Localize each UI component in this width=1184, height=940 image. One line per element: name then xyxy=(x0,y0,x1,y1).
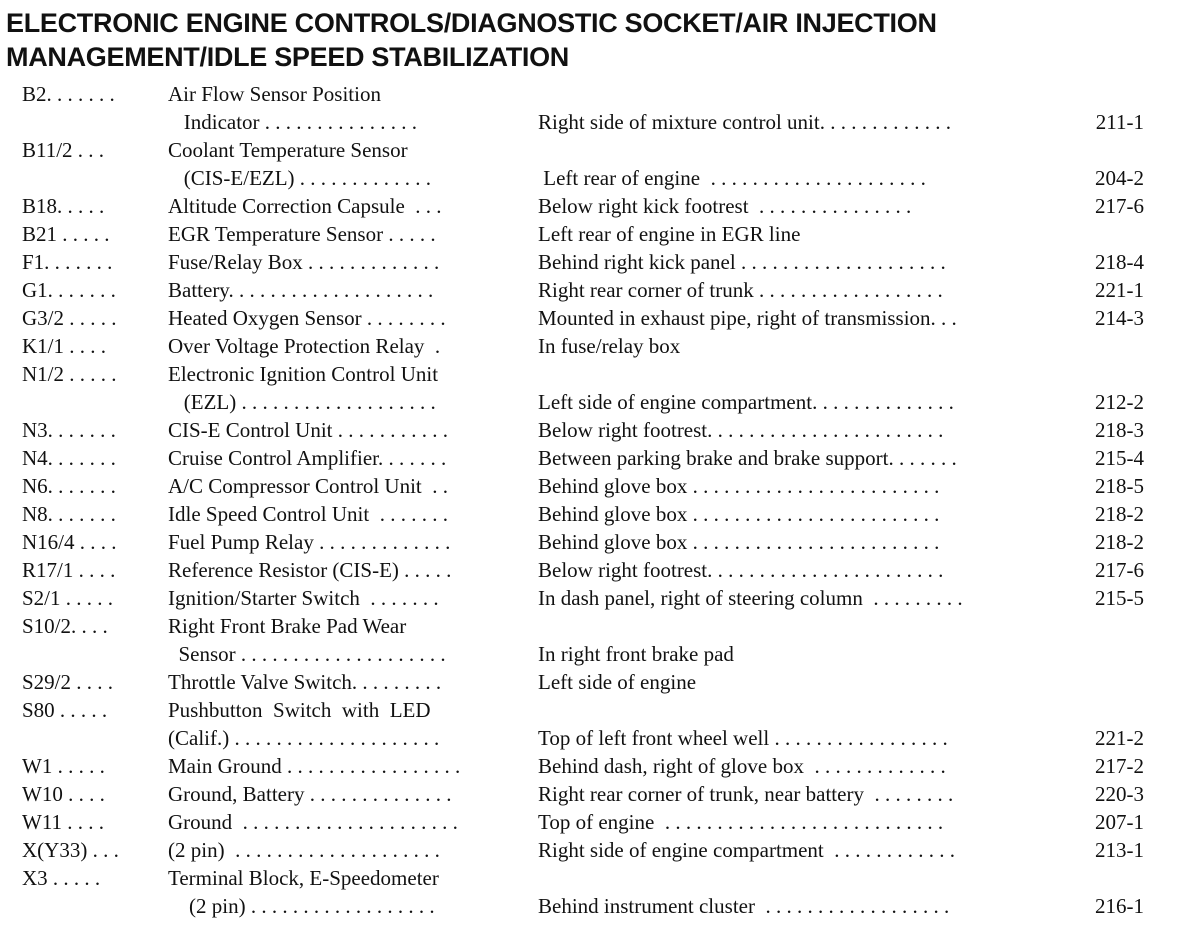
figure-reference: 218-5 xyxy=(1095,474,1144,498)
component-name-line-2: Indicator . . . . . . . . . . . . . . . xyxy=(168,110,418,134)
component-location: Between parking brake and brake support. . . . . . . xyxy=(538,446,957,470)
component-code: W1 . . . . . xyxy=(22,754,105,778)
component-code: X3 . . . . . xyxy=(22,866,101,890)
table-row xyxy=(0,668,1184,696)
table-row xyxy=(0,836,1184,864)
component-name-line-1: A/C Compressor Control Unit . . xyxy=(168,474,449,498)
figure-reference: 215-4 xyxy=(1095,446,1144,470)
figure-reference: 218-2 xyxy=(1095,530,1144,554)
component-name-line-1: Altitude Correction Capsule . . . xyxy=(168,194,442,218)
figure-reference: 207-1 xyxy=(1095,810,1144,834)
table-row xyxy=(0,472,1184,500)
component-name xyxy=(168,696,508,752)
table-row xyxy=(0,220,1184,248)
component-code: N4. . . . . . . xyxy=(22,446,116,470)
component-location: Behind right kick panel . . . . . . . . . . . . . . . . . . . . xyxy=(538,250,946,274)
component-name-line-1: EGR Temperature Sensor . . . . . xyxy=(168,222,436,246)
component-code: S80 . . . . . xyxy=(22,698,108,722)
component-name-line-1: Idle Speed Control Unit . . . . . . . xyxy=(168,502,448,526)
table-row xyxy=(0,304,1184,332)
figure-reference: 218-3 xyxy=(1095,418,1144,442)
component-location: Right side of engine compartment . . . . . . . . . . . . xyxy=(538,838,956,862)
component-code: S2/1 . . . . . xyxy=(22,586,114,610)
figure-reference: 220-3 xyxy=(1095,782,1144,806)
table-row xyxy=(0,780,1184,808)
component-name-line-1: Reference Resistor (CIS-E) . . . . . xyxy=(168,558,452,582)
component-name-line-2: Sensor . . . . . . . . . . . . . . . . . . . . xyxy=(168,642,446,666)
figure-reference: 217-6 xyxy=(1095,558,1144,582)
component-name xyxy=(168,304,508,332)
component-name xyxy=(168,444,508,472)
component-name xyxy=(168,556,508,584)
component-name-line-2: (Calif.) . . . . . . . . . . . . . . . . . . . . xyxy=(168,726,440,750)
component-name-line-1: Battery. . . . . . . . . . . . . . . . . . . . xyxy=(168,278,434,302)
table-row xyxy=(0,276,1184,304)
component-code: N8. . . . . . . xyxy=(22,502,116,526)
table-row xyxy=(0,696,1184,752)
component-location: Left rear of engine in EGR line xyxy=(538,222,801,246)
component-name xyxy=(168,584,508,612)
page-title xyxy=(6,6,1176,74)
component-name-line-1: Heated Oxygen Sensor . . . . . . . . xyxy=(168,306,446,330)
component-name xyxy=(168,360,508,416)
component-code: W11 . . . . xyxy=(22,810,105,834)
figure-reference: 215-5 xyxy=(1095,586,1144,610)
component-location: In right front brake pad xyxy=(538,642,734,666)
component-name-line-1: Air Flow Sensor Position xyxy=(168,82,381,106)
figure-reference: 221-2 xyxy=(1095,726,1144,750)
component-name xyxy=(168,80,508,136)
component-location: Behind dash, right of glove box . . . . . . . . . . . . . xyxy=(538,754,946,778)
component-code: B2. . . . . . . xyxy=(22,82,115,106)
component-name xyxy=(168,864,508,920)
component-name-line-1: Coolant Temperature Sensor xyxy=(168,138,408,162)
component-name-line-1: CIS-E Control Unit . . . . . . . . . . . xyxy=(168,418,449,442)
component-code: K1/1 . . . . xyxy=(22,334,106,358)
component-name xyxy=(168,416,508,444)
component-code: S29/2 . . . . xyxy=(22,670,114,694)
component-name-line-1: Terminal Block, E-Speedometer xyxy=(168,866,439,890)
table-row xyxy=(0,752,1184,780)
component-name xyxy=(168,276,508,304)
component-name xyxy=(168,668,508,696)
component-name-line-1: Main Ground . . . . . . . . . . . . . . . . . xyxy=(168,754,461,778)
component-code: G3/2 . . . . . xyxy=(22,306,117,330)
component-location: Behind glove box . . . . . . . . . . . . . . . . . . . . . . . . xyxy=(538,474,940,498)
component-name-line-1: Right Front Brake Pad Wear xyxy=(168,614,407,638)
component-name-line-1: Electronic Ignition Control Unit xyxy=(168,362,439,386)
component-code: F1. . . . . . . xyxy=(22,250,113,274)
component-name-line-1: Fuse/Relay Box . . . . . . . . . . . . . xyxy=(168,250,440,274)
component-code: G1. . . . . . . xyxy=(22,278,116,302)
component-name xyxy=(168,248,508,276)
component-code: S10/2. . . . xyxy=(22,614,108,638)
figure-reference: 212-2 xyxy=(1095,390,1144,414)
table-row xyxy=(0,528,1184,556)
table-row xyxy=(0,584,1184,612)
component-code: W10 . . . . xyxy=(22,782,105,806)
component-code: B18. . . . . xyxy=(22,194,105,218)
table-row xyxy=(0,248,1184,276)
component-code: X(Y33) . . . xyxy=(22,838,119,862)
figure-reference: 221-1 xyxy=(1095,278,1144,302)
component-name-line-1: (2 pin) . . . . . . . . . . . . . . . . . . . . xyxy=(168,838,440,862)
table-row xyxy=(0,192,1184,220)
component-name-line-1: Ground . . . . . . . . . . . . . . . . . . . . . xyxy=(168,810,458,834)
figure-reference: 214-3 xyxy=(1095,306,1144,330)
component-name xyxy=(168,332,508,360)
component-name-line-2: (2 pin) . . . . . . . . . . . . . . . . . . xyxy=(168,894,435,918)
table-row xyxy=(0,332,1184,360)
component-location: Left side of engine xyxy=(538,670,697,694)
component-name-line-1: Ground, Battery . . . . . . . . . . . . . . xyxy=(168,782,452,806)
component-location: Below right footrest. . . . . . . . . . . . . . . . . . . . . . . xyxy=(538,418,944,442)
component-name xyxy=(168,528,508,556)
component-name-line-1: Pushbutton Switch with LED xyxy=(168,698,431,722)
component-location: Below right footrest. . . . . . . . . . . . . . . . . . . . . . . xyxy=(538,558,944,582)
component-code: B21 . . . . . xyxy=(22,222,110,246)
component-name xyxy=(168,752,508,780)
table-row xyxy=(0,808,1184,836)
component-location: Top of engine . . . . . . . . . . . . . . . . . . . . . . . . . . . xyxy=(538,810,944,834)
component-location: Top of left front wheel well . . . . . . . . . . . . . . . . . xyxy=(538,726,948,750)
component-location-table xyxy=(0,80,1184,920)
component-name-line-1: Over Voltage Protection Relay . xyxy=(168,334,441,358)
component-location: Behind instrument cluster . . . . . . . . . . . . . . . . . . xyxy=(538,894,950,918)
figure-reference: 216-1 xyxy=(1095,894,1144,918)
table-row xyxy=(0,612,1184,668)
figure-reference: 218-2 xyxy=(1095,502,1144,526)
table-row xyxy=(0,416,1184,444)
figure-reference: 211-1 xyxy=(1095,110,1144,134)
component-location: Behind glove box . . . . . . . . . . . . . . . . . . . . . . . . xyxy=(538,502,940,526)
component-name-line-1: Fuel Pump Relay . . . . . . . . . . . . . xyxy=(168,530,451,554)
component-code: B11/2 . . . xyxy=(22,138,105,162)
component-code: R17/1 . . . . xyxy=(22,558,116,582)
component-location: Below right kick footrest . . . . . . . . . . . . . . . xyxy=(538,194,912,218)
component-location: Right rear corner of trunk, near battery . . . . . . . . xyxy=(538,782,954,806)
component-name-line-2: (CIS-E/EZL) . . . . . . . . . . . . . xyxy=(168,166,432,190)
component-name-line-1: Ignition/Starter Switch . . . . . . . xyxy=(168,586,439,610)
component-name-line-1: Cruise Control Amplifier. . . . . . . xyxy=(168,446,447,470)
component-name-line-2: (EZL) . . . . . . . . . . . . . . . . . . . xyxy=(168,390,436,414)
component-name xyxy=(168,612,508,668)
component-code: N3. . . . . . . xyxy=(22,418,116,442)
component-code: N6. . . . . . . xyxy=(22,474,116,498)
component-location: In fuse/relay box xyxy=(538,334,681,358)
table-row xyxy=(0,500,1184,528)
component-name xyxy=(168,136,508,192)
component-location: Right side of mixture control unit. . . . . . . . . . . . . xyxy=(538,110,951,134)
component-name xyxy=(168,192,508,220)
component-name-line-1: Throttle Valve Switch. . . . . . . . . xyxy=(168,670,442,694)
component-location: Mounted in exhaust pipe, right of transmission. . . xyxy=(538,306,957,330)
figure-reference: 218-4 xyxy=(1095,250,1144,274)
component-location: Right rear corner of trunk . . . . . . . . . . . . . . . . . . xyxy=(538,278,943,302)
component-name xyxy=(168,836,508,864)
component-name xyxy=(168,500,508,528)
table-row xyxy=(0,136,1184,192)
table-row xyxy=(0,444,1184,472)
component-location: Behind glove box . . . . . . . . . . . . . . . . . . . . . . . . xyxy=(538,530,940,554)
component-name xyxy=(168,220,508,248)
figure-reference: 217-6 xyxy=(1095,194,1144,218)
table-row xyxy=(0,556,1184,584)
component-name xyxy=(168,808,508,836)
component-name xyxy=(168,780,508,808)
table-row xyxy=(0,80,1184,136)
component-location: In dash panel, right of steering column . . . . . . . . . xyxy=(538,586,963,610)
figure-reference: 213-1 xyxy=(1095,838,1144,862)
figure-reference: 204-2 xyxy=(1095,166,1144,190)
page-title-line-2: MANAGEMENT/IDLE SPEED STABILIZATION xyxy=(6,42,569,72)
table-row xyxy=(0,864,1184,920)
component-location: Left side of engine compartment. . . . . . . . . . . . . . xyxy=(538,390,954,414)
component-location: Left rear of engine . . . . . . . . . . . . . . . . . . . . . xyxy=(538,166,926,190)
table-row xyxy=(0,360,1184,416)
component-name xyxy=(168,472,508,500)
page-title-line-1: ELECTRONIC ENGINE CONTROLS/DIAGNOSTIC SOCKET/AIR INJECTION xyxy=(6,8,937,38)
component-code: N16/4 . . . . xyxy=(22,530,117,554)
component-code: N1/2 . . . . . xyxy=(22,362,117,386)
figure-reference: 217-2 xyxy=(1095,754,1144,778)
